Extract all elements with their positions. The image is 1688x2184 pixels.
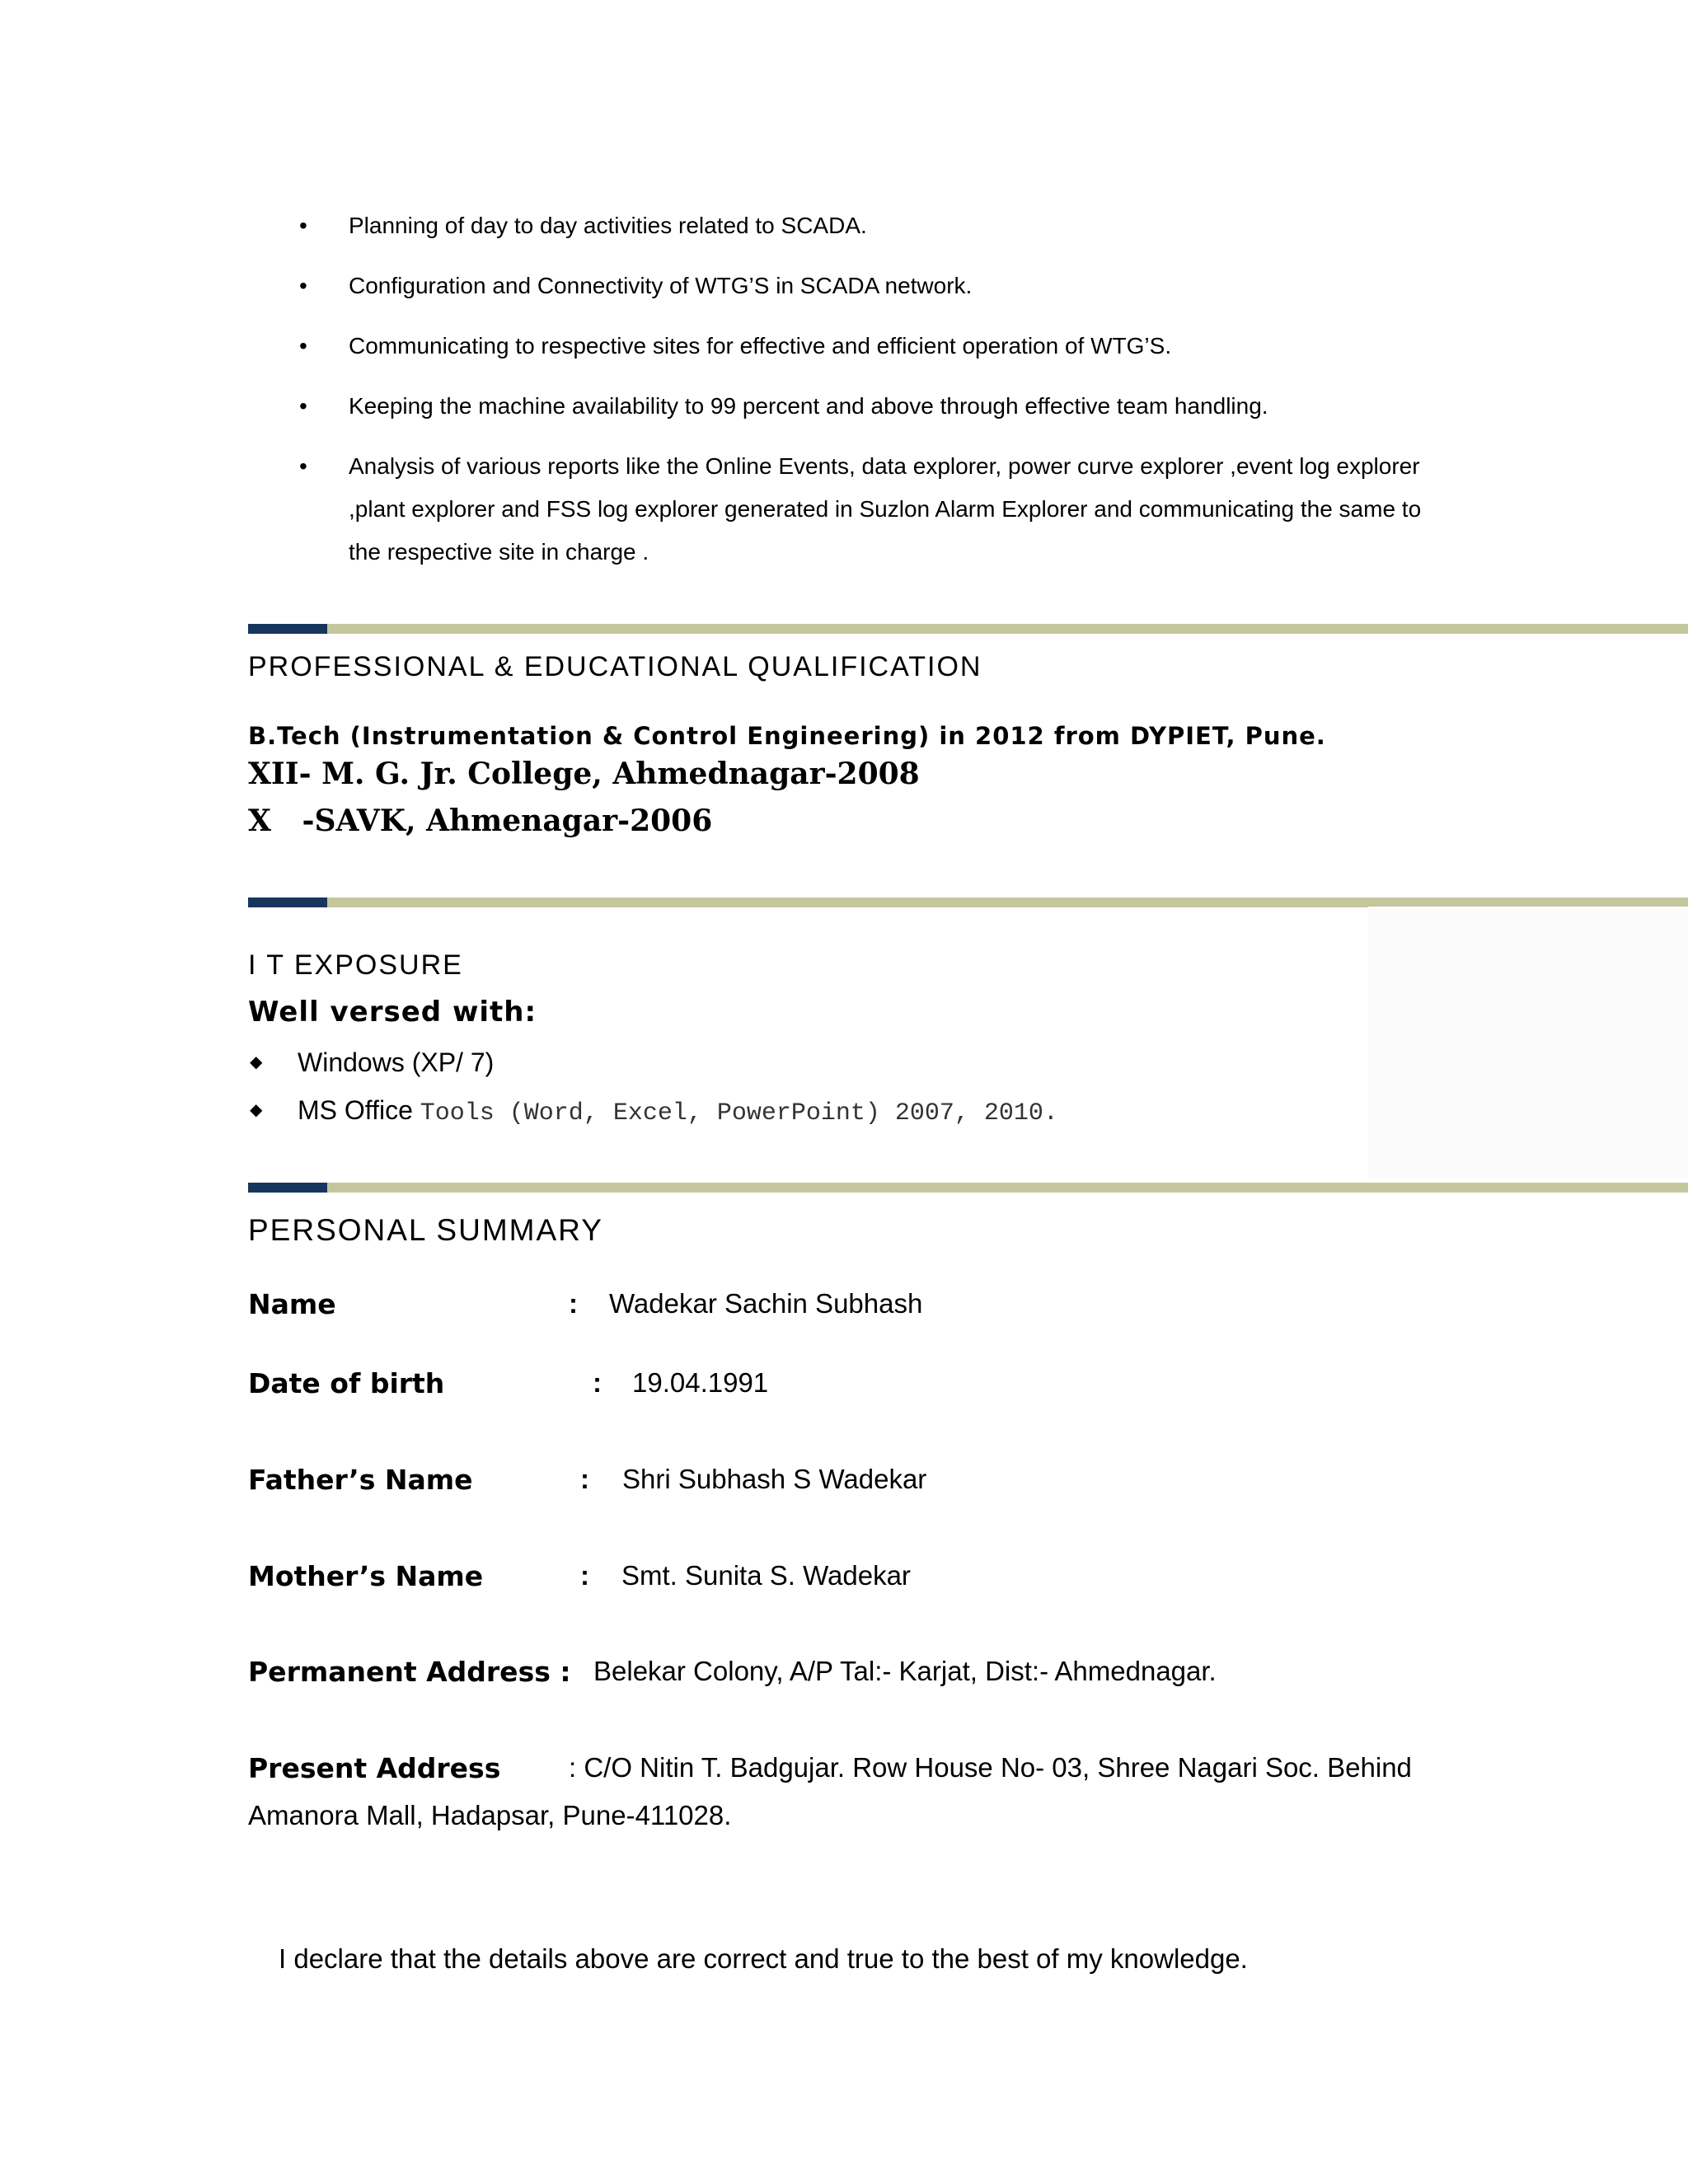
- list-item: [248, 1038, 1058, 1086]
- it-skills-list: [248, 1038, 1058, 1137]
- list-item-text: Communicating to respective sites for effective and efficient operation of WTG’S.: [349, 333, 1172, 359]
- bullet-icon: •: [299, 333, 307, 359]
- responsibilities-list: [299, 204, 1453, 591]
- personal-summary-heading: PERSONAL SUMMARY: [248, 1213, 603, 1247]
- field-colon: :: [593, 1367, 602, 1398]
- list-item-text: Configuration and Connectivity of WTG’S in SCADA network.: [349, 273, 973, 298]
- field-value-continued: Amanora Mall, Hadapsar, Pune-411028.: [248, 1800, 732, 1830]
- it-item-text: Windows (XP/ 7): [298, 1047, 495, 1077]
- bullet-icon: •: [299, 393, 307, 419]
- list-item: [299, 325, 1453, 368]
- section-divider: [248, 624, 1688, 634]
- list-item: [299, 445, 1453, 574]
- list-item: [299, 204, 1453, 247]
- qualification-btech: B.Tech (Instrumentation & Control Engineering) in 2012 from DYPIET, Pune.: [248, 722, 1326, 750]
- declaration: I declare that the details above are correct and true to the best of my knowledge.: [279, 1943, 1248, 1974]
- divider-bar: [327, 624, 1688, 634]
- list-item: [299, 385, 1453, 428]
- field-value: Shri Subhash S Wadekar: [622, 1464, 927, 1494]
- divider-bar: [327, 1183, 1688, 1193]
- divider-accent: [248, 1183, 327, 1193]
- list-item-text: Analysis of various reports like the Online Events, data explorer, power curve explorer ,event log explorer ,plant explorer and FSS log explorer generated in Suzlon Alarm Explorer and communicating the same to the respective site in charge .: [349, 453, 1422, 565]
- diamond-bullet-icon: ◆: [250, 1101, 263, 1119]
- list-item: [299, 265, 1453, 307]
- it-exposure-heading: I T EXPOSURE: [248, 949, 463, 981]
- field-label: Name: [248, 1288, 336, 1320]
- bullet-icon: •: [299, 213, 307, 238]
- diamond-bullet-icon: ◆: [250, 1053, 263, 1071]
- bullet-icon: •: [299, 453, 307, 479]
- bullet-icon: •: [299, 273, 307, 298]
- field-label: Father’s Name: [248, 1464, 473, 1496]
- divider-accent: [248, 624, 327, 634]
- field-value: Smt. Sunita S. Wadekar: [621, 1560, 911, 1591]
- qualification-x: X -SAVK, Ahmenagar-2006: [248, 804, 713, 838]
- field-colon: :: [580, 1464, 589, 1494]
- list-item-text: Planning of day to day activities related to SCADA.: [349, 213, 867, 238]
- it-item-detail: Tools (Word, Excel, PowerPoint) 2007, 2010.: [420, 1099, 1058, 1127]
- it-item-text: MS Office: [298, 1095, 420, 1125]
- field-value: 19.04.1991: [632, 1367, 769, 1398]
- qualification-heading: PROFESSIONAL & EDUCATIONAL QUALIFICATION: [248, 651, 982, 682]
- section-background: [1368, 907, 1688, 1179]
- list-item: [248, 1086, 1058, 1137]
- field-label: Permanent Address :: [248, 1656, 571, 1688]
- field-value: : C/O Nitin T. Badgujar. Row House No- 03, Shree Nagari Soc. Behind: [569, 1752, 1412, 1783]
- field-value: Wadekar Sachin Subhash: [609, 1288, 923, 1319]
- field-label: Mother’s Name: [248, 1560, 484, 1592]
- qualification-xii: XII- M. G. Jr. College, Ahmednagar-2008: [248, 757, 920, 791]
- it-exposure-subheading: Well versed with:: [248, 996, 537, 1029]
- field-colon: :: [580, 1560, 589, 1591]
- field-label: Date of birth: [248, 1367, 445, 1399]
- field-value: Belekar Colony, A/P Tal:- Karjat, Dist:- Ahmednagar.: [593, 1656, 1217, 1686]
- section-divider: [248, 1183, 1688, 1193]
- field-label: Present Address: [248, 1752, 501, 1784]
- list-item-text: Keeping the machine availability to 99 percent and above through effective team handling.: [349, 393, 1268, 419]
- divider-accent: [248, 898, 327, 907]
- field-colon: :: [569, 1288, 578, 1319]
